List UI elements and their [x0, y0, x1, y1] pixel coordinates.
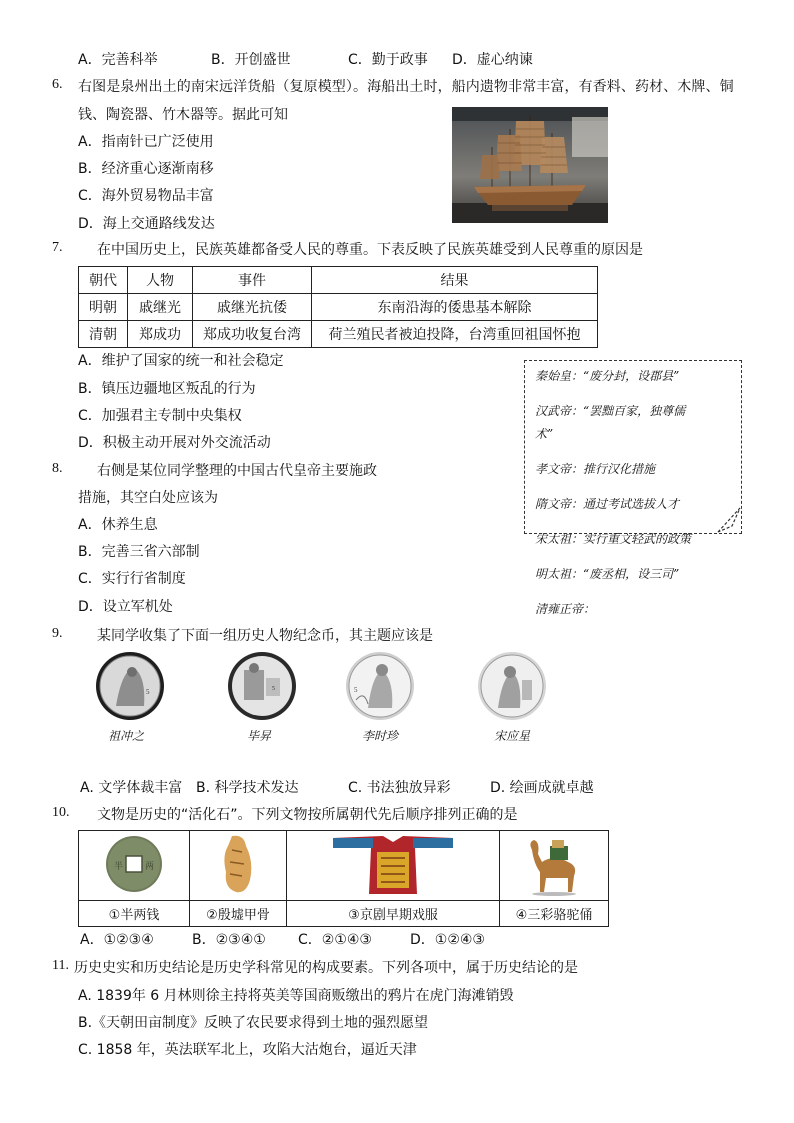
q11-stem: 历史史实和历史结论是历史学科常见的构成要素。下列各项中，属于历史结论的是 [74, 960, 578, 976]
q8-option-a: A．休养生息 [78, 517, 158, 533]
q8-option-b: B．完善三省六部制 [78, 544, 200, 560]
q9-option-a: A. 文学体裁丰富 [80, 780, 183, 796]
coin-song-yingxing-image [474, 650, 550, 722]
q10-option-d: D．①②④③ [410, 932, 485, 948]
q6-option-d: D．海上交通路线发达 [78, 216, 215, 232]
table-cell: 郑成功收复台湾 [193, 321, 312, 348]
q5-option-c: C．勤于政事 [348, 52, 428, 68]
table-header-cell: 事件 [193, 267, 312, 294]
q9-option-c: C. 书法独放异彩 [348, 780, 451, 796]
q10-option-c: C．②①④③ [298, 932, 372, 948]
coin-caption: 祖冲之 [108, 729, 145, 743]
table-cell [79, 831, 190, 901]
q7-option-b: B．镇压边疆地区叛乱的行为 [78, 381, 256, 397]
q7-option-a: A．维护了国家的统一和社会稳定 [78, 353, 284, 369]
q8-number: 8. [52, 461, 63, 476]
q9-stem: 某同学收集了下面一组历史人物纪念币，其主题应该是 [97, 628, 433, 644]
table-cell: 明朝 [79, 294, 128, 321]
svg-text:半: 半 [114, 861, 124, 872]
table-row [79, 294, 598, 321]
q8-stem-line1: 右侧是某位同学整理的中国古代皇帝主要施政 [97, 463, 377, 479]
q8-option-d: D．设立军机处 [78, 599, 173, 615]
coin-caption: 毕昇 [247, 729, 272, 743]
q11-number: 11. [52, 958, 69, 973]
q11-option-c: C. 1858 年，英法联军北上，攻陷大沽炮台，逼近天津 [78, 1042, 417, 1058]
q11-option-b: B.《天朝田亩制度》反映了农民要求得到土地的强烈愿望 [78, 1015, 429, 1031]
table-row [79, 321, 598, 348]
q10-stem: 文物是历史的“活化石”。下列文物按所属朝代先后顺序排列正确的是 [97, 807, 518, 823]
q8-option-c: C．实行行省制度 [78, 571, 186, 587]
table-row [79, 901, 609, 927]
coin-li-shizhen-image [342, 650, 418, 722]
q6-stem-line2: 钱、陶瓷器、竹木器等。据此可知 [78, 107, 288, 123]
table-cell: 郑成功 [128, 321, 193, 348]
note-line-ming: 明太祖：“废丞相，设三司” [535, 567, 680, 581]
q5-option-b: B．开创盛世 [211, 52, 291, 68]
table-header-cell: 结果 [312, 267, 598, 294]
q6-stem-line1: 右图是泉州出土的南宋远洋货船（复原模型）。海船出土时，船内遗物非常丰富，有香料、药材、木牌、铜 [78, 79, 734, 95]
note-line-sui: 隋文帝：通过考试选拔人才 [535, 497, 680, 511]
coin-bi-sheng-image [224, 650, 300, 722]
q7-option-d: D．积极主动开展对外交流活动 [78, 435, 271, 451]
q7-stem: 在中国历史上，民族英雄都备受人民的尊重。下表反映了民族英雄受到人民尊重的原因是 [97, 242, 643, 258]
coin-caption: 李时珍 [362, 729, 399, 743]
table-cell: 戚继光 [128, 294, 193, 321]
table-cell: ③京剧早期戏服 [287, 901, 500, 927]
table-cell [500, 831, 609, 901]
q10-option-b: B．②③④① [192, 932, 266, 948]
svg-text:两: 两 [145, 861, 155, 872]
q5-option-a: A．完善科举 [78, 52, 158, 68]
q11-option-a: A. 1839年 6 月林则徐主持将英美等国商贩缴出的鸦片在虎门海滩销毁 [78, 988, 514, 1004]
q10-option-a: A．①②③④ [80, 932, 154, 948]
q7-option-c: C．加强君主专制中央集权 [78, 408, 242, 424]
coin-caption: 宋应星 [494, 729, 531, 743]
q10-number: 10. [52, 805, 70, 820]
coin-zu-chongzhi-image [92, 650, 168, 722]
q10-relic-table [78, 830, 609, 927]
table-row [79, 831, 609, 901]
table-cell: 东南沿海的倭患基本解除 [312, 294, 598, 321]
note-line-han: 汉武帝：“罢黜百家，独尊儒 [535, 404, 686, 418]
table-cell: 清朝 [79, 321, 128, 348]
q6-number: 6. [52, 77, 63, 92]
table-header-cell: 朝代 [79, 267, 128, 294]
note-line-han-cont: 术” [535, 427, 554, 441]
table-cell: 荷兰殖民者被迫投降，台湾重回祖国怀抱 [312, 321, 598, 348]
q6-option-c: C．海外贸易物品丰富 [78, 188, 214, 204]
note-line-qin: 秦始皇：“废分封，设郡县” [535, 369, 680, 383]
note-line-song: 宋太祖：实行重文轻武的政策 [535, 532, 692, 546]
q8-stem-line2: 措施，其空白处应该为 [78, 490, 218, 506]
q6-option-a: A．指南针已广泛使用 [78, 134, 214, 150]
page-curl-icon [716, 506, 742, 534]
ship-model-image [452, 107, 608, 223]
svg-text:5: 5 [146, 688, 150, 696]
q6-option-b: B．经济重心逐渐南移 [78, 161, 214, 177]
table-header-cell: 人物 [128, 267, 193, 294]
note-line-xiaowen: 孝文帝：推行汉化措施 [535, 462, 656, 476]
tri-colored-camel-image [524, 832, 584, 896]
svg-text:5: 5 [272, 686, 275, 692]
peking-opera-costume-image [331, 832, 455, 896]
table-cell [287, 831, 500, 901]
note-line-qing: 清雍正帝： [535, 602, 596, 616]
q9-option-d: D. 绘画成就卓越 [490, 780, 594, 796]
table-cell: ④三彩骆驼俑 [500, 901, 609, 927]
q7-hero-table [78, 266, 598, 348]
banliang-coin-image [104, 834, 164, 894]
oracle-bone-image [218, 832, 258, 896]
table-cell: 戚继光抗倭 [193, 294, 312, 321]
table-cell: ①半两钱 [79, 901, 190, 927]
table-cell: ②殷墟甲骨 [190, 901, 287, 927]
q9-option-b: B. 科学技术发达 [196, 780, 299, 796]
q5-option-d: D．虚心纳谏 [452, 52, 533, 68]
q9-number: 9. [52, 626, 63, 641]
svg-text:5: 5 [354, 686, 358, 694]
q7-number: 7. [52, 240, 63, 255]
table-cell [190, 831, 287, 901]
table-header-row [79, 267, 598, 294]
